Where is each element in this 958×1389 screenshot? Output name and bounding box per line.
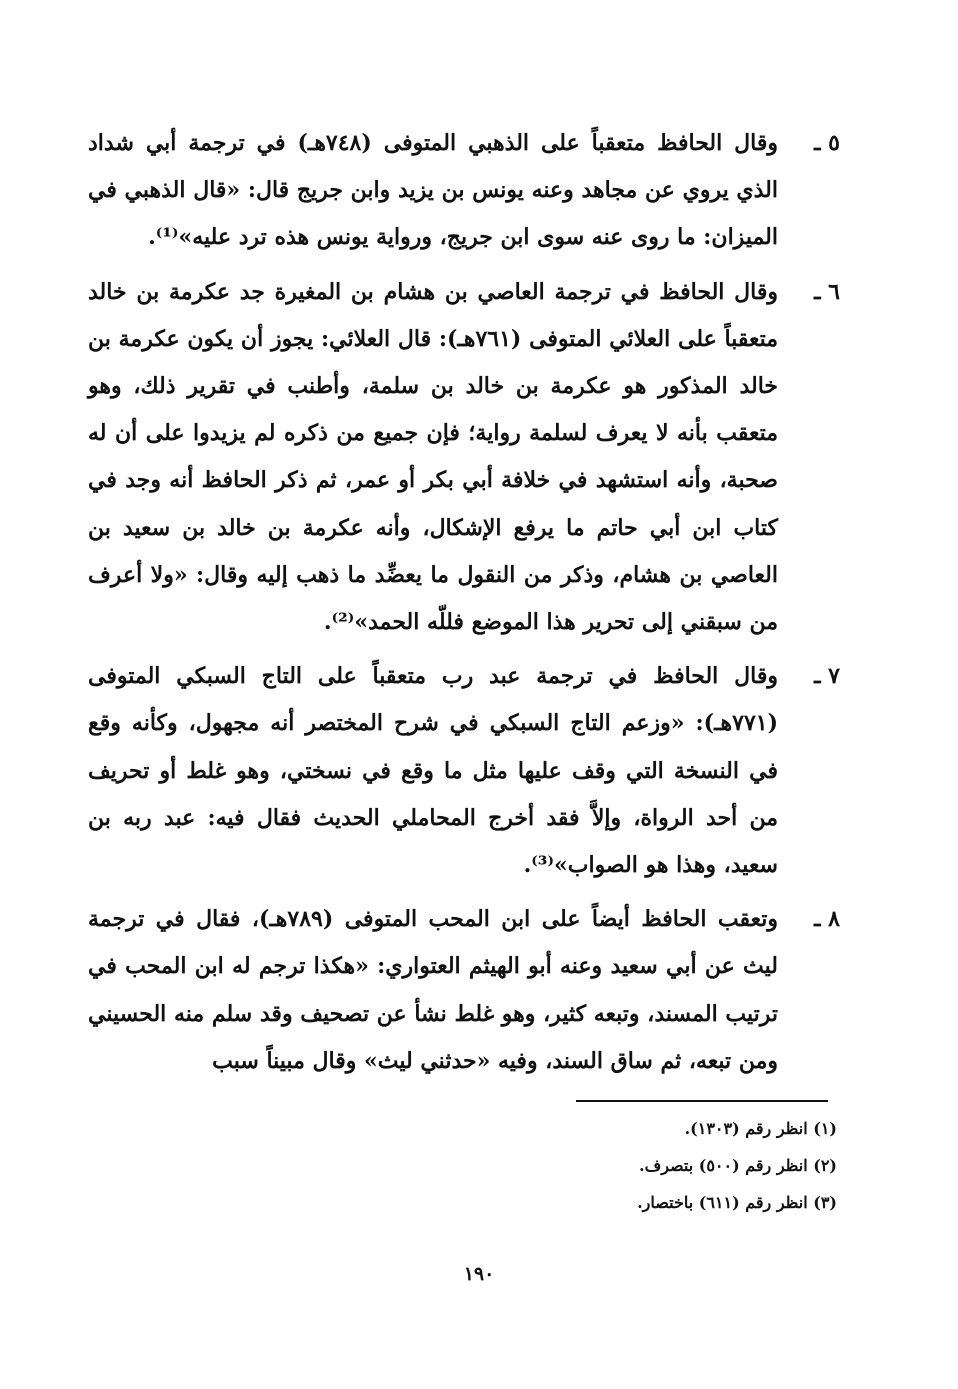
footnote-3: (٣) انظر رقم (٦١١) باختصار. [637,1193,837,1212]
entry-number: ٦ ـ [814,278,840,305]
footnotes [400,1110,837,1221]
entry-7 [88,653,840,889]
entry-text: وقال الحافظ متعقباً على الذهبي المتوفى (٧٤٨هـ) في ترجمة أبي شداد الذي يروي عن مجاهد وعنه يونس بن يزيد وابن جريج قال: «قال الذهبي في الميزان: ما روى عنه سوى ابن جريج، ورواية يونس هذه ترد عليه»⁽¹⁾. [88,130,778,251]
entry-number: ٨ ـ [814,906,840,933]
entry-5 [88,120,840,262]
entry-number: ٥ ـ [814,130,840,156]
entry-text: وقال الحافظ في ترجمة عبد رب متعقباً على التاج السبكي المتوفى (٧٧١هـ): «وزعم التاج السبكي في شرح المختصر أنه مجهول، وكأنه وقع في النسخة التي وقف عليها مثل ما وقع في نسختي، وهو غلط أو تحريف من أحد الرواة، وإلاَّ فقد أخرج المحاملي الحديث فقال فيه: عبد ربه بن سعيد، وهذا هو الصواب»⁽³⁾. [88,663,778,879]
entry-8 [88,896,840,1085]
footnote-divider [576,1100,828,1102]
footnote-2: (٢) انظر رقم (٥٠٠) بتصرف. [639,1156,837,1175]
footnote-1: (١) انظر رقم (١٣٠٣). [684,1119,837,1138]
entry-text: وتعقب الحافظ أيضاً على ابن المحب المتوفى (٧٨٩هـ)، فقال في ترجمة ليث عن أبي سعيد وعنه أبو الهيثم العتواري: «هكذا ترجم له ابن المحب في ترتيب المسند، وتبعه كثير، وهو غلط نشأ عن تصحيف وقد سلم منه الحسيني ومن تبعه، ثم ساق السند، وفيه «حدثني ليث» وقال مبيناً سبب [88,906,778,1074]
entry-number: ٧ ـ [814,663,840,690]
entry-text: وقال الحافظ في ترجمة العاصي بن هشام بن المغيرة جد عكرمة بن خالد متعقباً على العلائي المتوفى (٧٦١هـ): قال العلائي: يجوز أن يكون عكرمة بن خالد المذكور هو عكرمة بن خالد بن سلمة، وأطنب في تقرير ذلك، وهو متعقب بأنه لا يعرف لسلمة رواية؛ فإن جميع من ذكره لم يزيدوا على أن له صحبة، وأنه استشهد في خلافة أبي بكر أو عمر، ثم ذكر الحافظ أنه وجد في كتاب ابن أبي حاتم ما يرفع الإشكال، وأنه عكرمة بن خالد بن سعيد بن العاصي بن هشام، وذكر من النقول ما يعضِّد ما ذهب إليه وقال: «ولا أعرف من سبقني إلى تحرير هذا الموضع فللّه الحمد»⁽²⁾. [88,278,778,636]
main-text [88,120,840,1085]
page-number: ١٩٠ [463,1263,495,1285]
entry-6 [88,269,840,647]
